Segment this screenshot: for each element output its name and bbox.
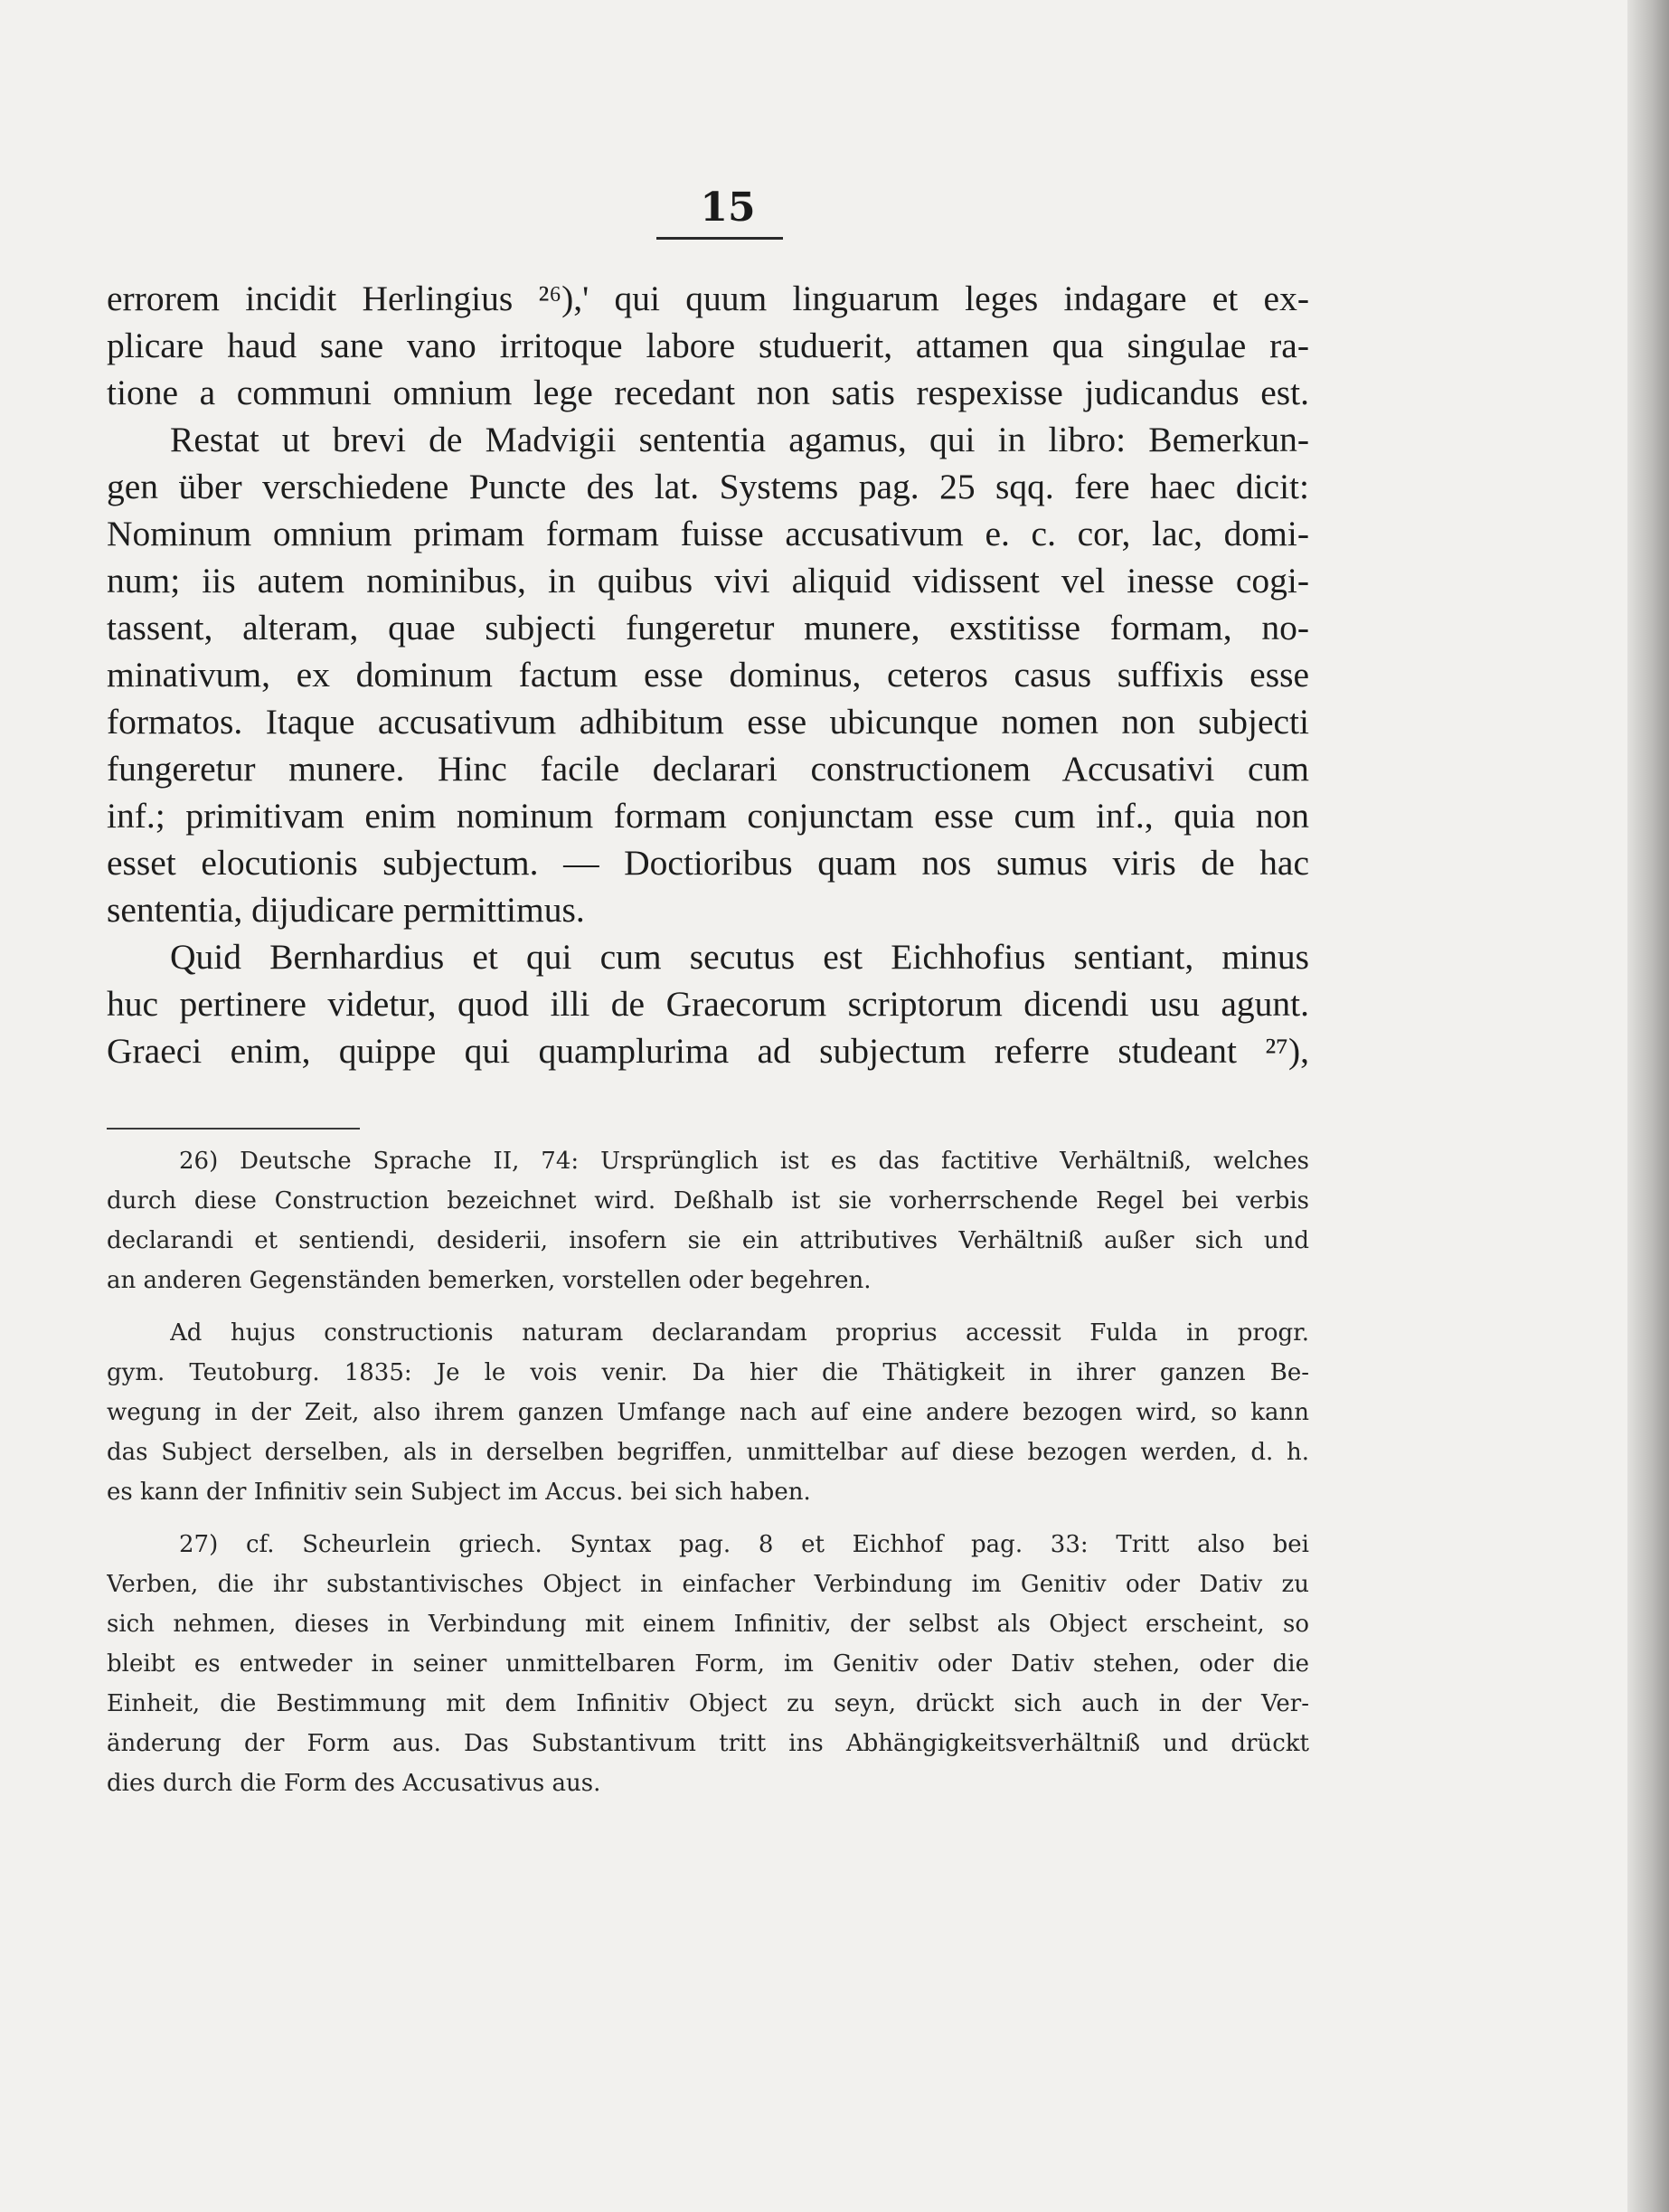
footnote-line: 26) Deutsche Sprache II, 74: Ursprünglich ist es das factitive Verhältniß, welches [179, 1148, 1309, 1175]
footnote-line: änderung der Form aus. Das Substantivum tritt ins Abhängigkeitsverhältniß und drückt [107, 1730, 1309, 1757]
body-line: errorem incidit Herlingius ²⁶),' qui quum linguarum leges indagare et ex- [107, 279, 1309, 318]
footnote-line: Verben, die ihr substantivisches Object in einfacher Verbindung im Genitiv oder Dativ zu [107, 1571, 1309, 1598]
body-line: formatos. Itaque accusativum adhibitum esse ubicunque nomen non subjecti [107, 702, 1309, 742]
footnote-line: gym. Teutoburg. 1835: Je le vois venir. Da hier die Thätigkeit in ihrer ganzen Be- [107, 1359, 1309, 1386]
body-line: tassent, alteram, quae subjecti fungeretur munere, exstitisse formam, no- [107, 608, 1309, 648]
footnote-line: es kann der Infinitiv sein Subject im Accus. bei sich haben. [107, 1479, 811, 1506]
footnote-line: declarandi et sentiendi, desiderii, insofern sie ein attributives Verhältniß außer sich und [107, 1227, 1309, 1254]
footnote-line: Ad hujus constructionis naturam declarandam proprius accessit Fulda in progr. [170, 1319, 1309, 1347]
footnote-line: dies durch die Form des Accusativus aus. [107, 1770, 601, 1797]
footnote-rule [107, 1128, 360, 1130]
body-line: num; iis autem nominibus, in quibus vivi aliquid vidissent vel inesse cogi- [107, 561, 1309, 600]
body-line: fungeretur munere. Hinc facile declarari constructionem Accusativi cum [107, 749, 1309, 789]
footnote-line: sich nehmen, dieses in Verbindung mit einem Infinitiv, der selbst als Object erscheint, so [107, 1611, 1309, 1638]
footnote-line: wegung in der Zeit, also ihrem ganzen Umfange nach auf eine andere bezogen wird, so kann [107, 1399, 1309, 1426]
footnote-line: durch diese Construction bezeichnet wird. Deßhalb ist sie vorherrschende Regel bei verbis [107, 1187, 1309, 1215]
body-line: inf.; primitivam enim nominum formam conjunctam esse cum inf., quia non [107, 796, 1309, 836]
body-line: Nominum omnium primam formam fuisse accusativum e. c. cor, lac, domi- [107, 514, 1309, 553]
body-line: Graeci enim, quippe qui quamplurima ad subjectum referre studeant ²⁷), [107, 1031, 1309, 1071]
body-line: plicare haud sane vano irritoque labore studuerit, attamen qua singulae ra- [107, 326, 1309, 365]
body-line: tione a communi omnium lege recedant non satis respexisse judicandus est. [107, 373, 1309, 412]
body-line: sententia, dijudicare permittimus. [107, 890, 585, 930]
body-line: Quid Bernhardius et qui cum secutus est Eichhofius sentiant, minus [170, 937, 1309, 977]
footnote-line: 27) cf. Scheurlein griech. Syntax pag. 8 et Eichhof pag. 33: Tritt also bei [179, 1531, 1309, 1558]
footnote-line: bleibt es entweder in seiner unmittelbaren Form, im Genitiv oder Dativ stehen, oder die [107, 1650, 1309, 1678]
body-line: gen über verschiedene Puncte des lat. Systems pag. 25 sqq. fere haec dicit: [107, 467, 1309, 506]
footnote-line: an anderen Gegenständen bemerken, vorstellen oder begehren. [107, 1267, 872, 1294]
page-edge-shadow [1627, 0, 1669, 2212]
page-number: 15 [700, 184, 756, 231]
body-line: Restat ut brevi de Madvigii sententia agamus, qui in libro: Bemerkun- [170, 420, 1309, 459]
footnote-line: das Subject derselben, als in derselben begriffen, unmittelbar auf diese bezogen werden, d. h. [107, 1439, 1309, 1466]
body-line: minativum, ex dominum factum esse dominus, ceteros casus suffixis esse [107, 655, 1309, 695]
body-line: huc pertinere videtur, quod illi de Graecorum scriptorum dicendi usu agunt. [107, 984, 1309, 1024]
header-rule [656, 237, 783, 240]
footnote-line: Einheit, die Bestimmung mit dem Infinitiv Object zu seyn, drückt sich auch in der Ver- [107, 1690, 1309, 1717]
body-line: esset elocutionis subjectum. — Doctioribus quam nos sumus viris de hac [107, 843, 1309, 883]
